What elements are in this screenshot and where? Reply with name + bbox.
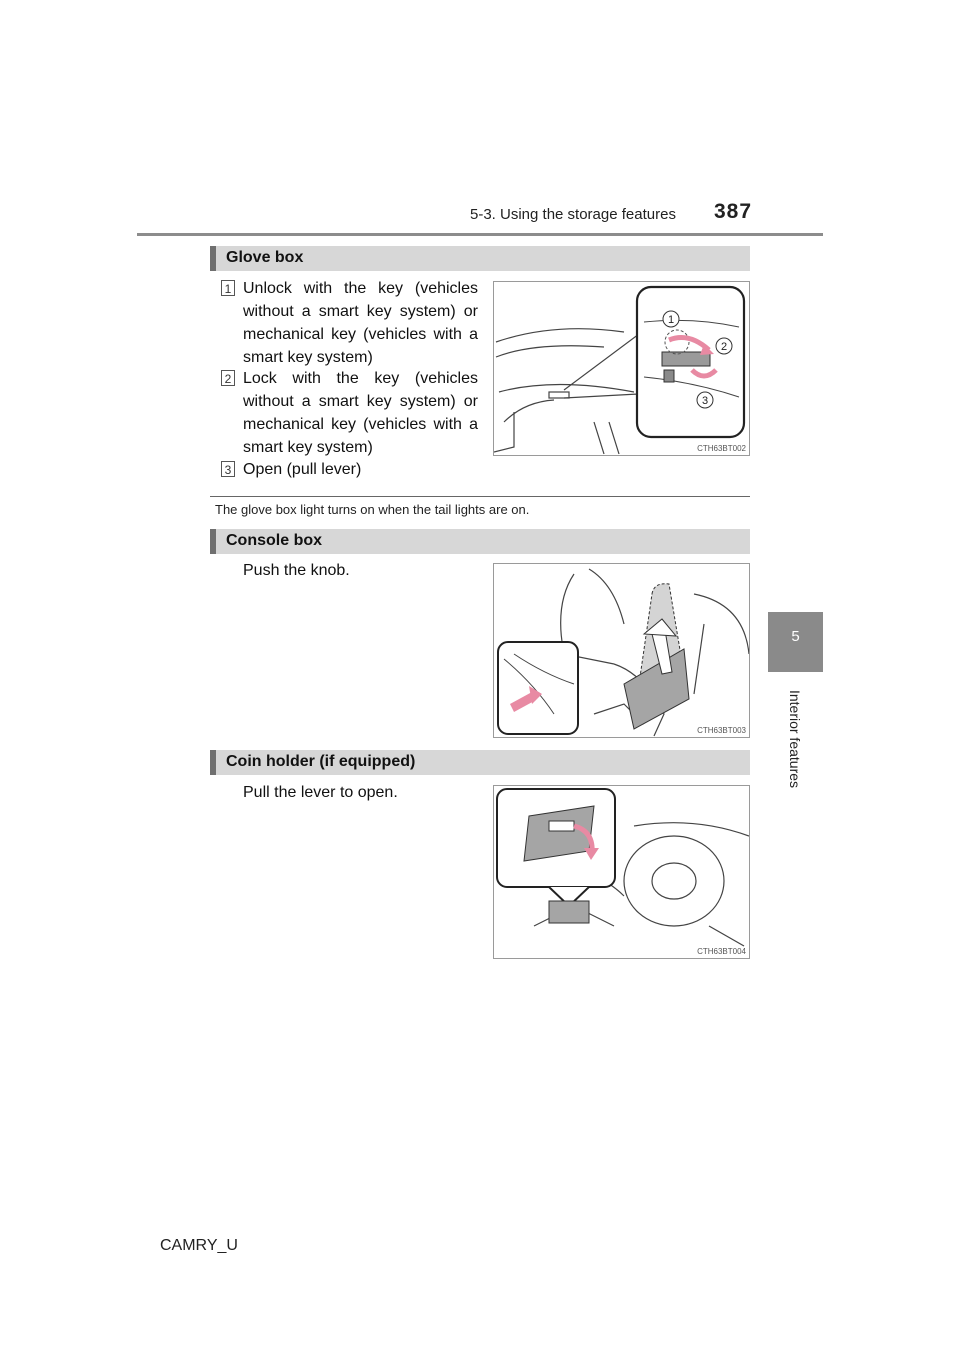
step-text-2: Lock with the key (vehicles without a smart key system) or mechanical key (vehicles with a smart key system) xyxy=(243,370,478,456)
console-box-drawing xyxy=(494,564,749,737)
chapter-title-text: Interior features xyxy=(787,689,804,789)
section-header-glove-box xyxy=(210,246,750,271)
section-heading: Glove box xyxy=(226,249,304,266)
step-text-1: Unlock with the key (vehicles without a smart key system) or mechanical key (vehicles with a smart key system) xyxy=(243,280,478,366)
callout-1: 1 xyxy=(667,314,675,326)
console-box-instruction: Push the knob. xyxy=(243,562,350,579)
section-header-coin-holder xyxy=(210,750,750,775)
coin-holder-illustration xyxy=(493,785,750,959)
step-text-3: Open (pull lever) xyxy=(243,461,362,478)
section-heading: Console box xyxy=(226,532,323,549)
figure-code: CTH63BT002 xyxy=(697,444,746,453)
callout-2: 2 xyxy=(720,341,728,353)
glove-box-illustration xyxy=(493,281,750,456)
header-rule xyxy=(137,233,823,236)
step-badge-3: 3 xyxy=(221,461,235,477)
coin-holder-drawing xyxy=(494,786,749,958)
section-header-console-box xyxy=(210,529,750,554)
callout-3: 3 xyxy=(701,395,709,407)
footer-model: CAMRY_U xyxy=(160,1237,238,1254)
figure-code: CTH63BT004 xyxy=(697,947,746,956)
console-box-illustration xyxy=(493,563,750,738)
header-section-title: 5-3. Using the storage features xyxy=(470,206,676,223)
glove-box-note: The glove box light turns on when the tail lights are on. xyxy=(215,502,530,517)
step-badge-2: 2 xyxy=(221,370,235,386)
note-rule xyxy=(210,496,750,497)
section-heading: Coin holder (if equipped) xyxy=(226,753,416,770)
figure-code: CTH63BT003 xyxy=(697,726,746,735)
step-badge-1: 1 xyxy=(221,280,235,296)
chapter-number: 5 xyxy=(791,628,800,645)
page-number: 387 xyxy=(714,200,753,223)
chapter-title xyxy=(768,684,823,794)
glove-box-drawing xyxy=(494,282,749,455)
coin-holder-instruction: Pull the lever to open. xyxy=(243,784,398,801)
